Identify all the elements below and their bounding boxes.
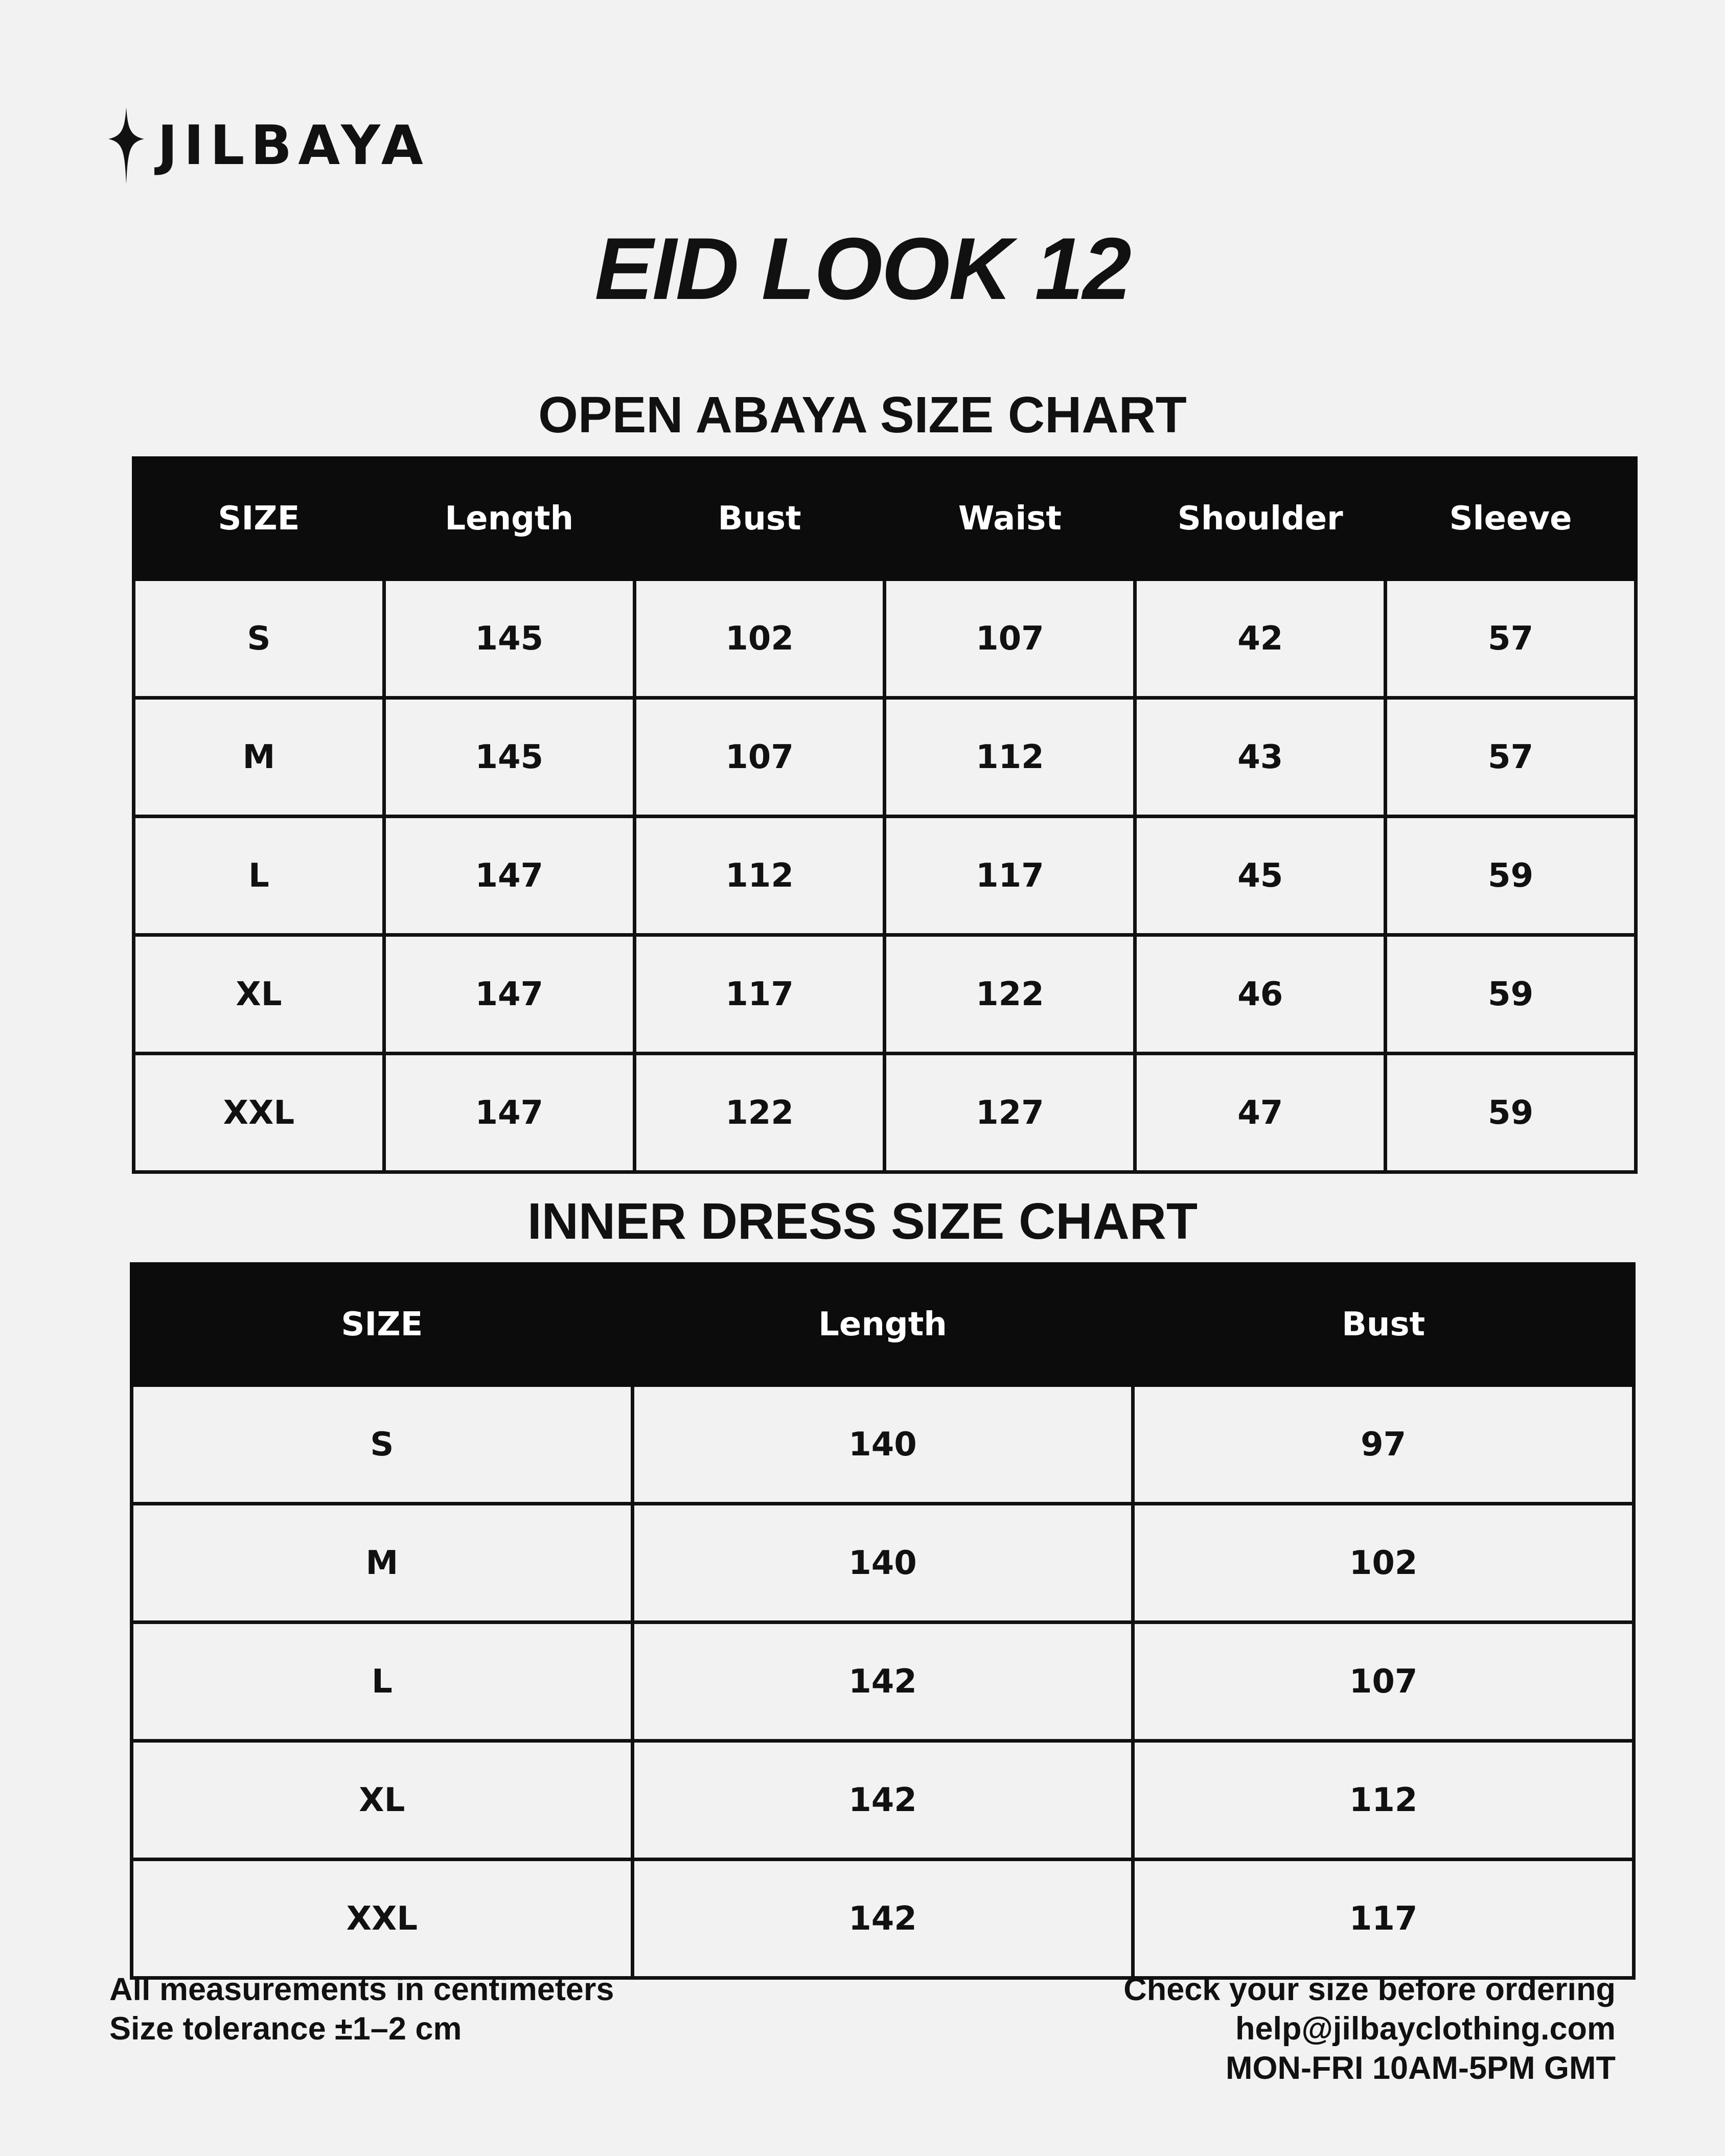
table-row — [134, 817, 1636, 935]
table-cell: 107 — [1133, 1622, 1634, 1741]
table-cell: 140 — [632, 1385, 1133, 1504]
table-row — [132, 1385, 1634, 1504]
table-cell: 117 — [885, 817, 1135, 935]
table-cell: 117 — [1133, 1860, 1634, 1978]
abaya-size-table — [132, 456, 1638, 1174]
table-cell: XL — [134, 935, 384, 1054]
table-cell: 145 — [384, 698, 634, 817]
abaya-chart-title: OPEN ABAYA SIZE CHART — [538, 386, 1187, 444]
table-cell: 102 — [634, 579, 885, 698]
abaya-header-waist: Waist — [885, 458, 1135, 579]
table-row — [134, 698, 1636, 817]
table-cell: 59 — [1386, 1054, 1636, 1172]
table-row — [132, 1504, 1634, 1622]
table-cell: 97 — [1133, 1385, 1634, 1504]
table-cell: L — [132, 1622, 633, 1741]
dress-size-table — [130, 1262, 1636, 1980]
table-cell: S — [132, 1385, 633, 1504]
brand-name: JILBAYA — [157, 114, 429, 177]
page-title: EID LOOK 12 — [594, 220, 1131, 318]
table-cell: 140 — [632, 1504, 1133, 1622]
dress-header-length: Length — [632, 1264, 1133, 1385]
dress-header-bust: Bust — [1133, 1264, 1634, 1385]
table-cell: XL — [132, 1741, 633, 1860]
support-email: help@jilbayclothing.com — [1235, 2011, 1616, 2047]
measurement-notes — [109, 1970, 614, 2049]
support-hours: MON-FRI 10AM-5PM GMT — [1226, 2050, 1616, 2086]
abaya-header-bust: Bust — [634, 458, 885, 579]
table-row — [134, 935, 1636, 1054]
table-cell: 147 — [384, 935, 634, 1054]
table-cell: 43 — [1135, 698, 1386, 817]
table-cell: 102 — [1133, 1504, 1634, 1622]
table-cell: 107 — [634, 698, 885, 817]
tolerance-note: Size tolerance ±1–2 cm — [109, 2011, 462, 2047]
table-cell: 147 — [384, 817, 634, 935]
table-cell: 122 — [634, 1054, 885, 1172]
abaya-header-shoulder: Shoulder — [1135, 458, 1386, 579]
table-row — [132, 1622, 1634, 1741]
table-cell: 42 — [1135, 579, 1386, 698]
abaya-header-size: SIZE — [134, 458, 384, 579]
check-size-note: Check your size before ordering — [1123, 1972, 1616, 2007]
table-cell: 117 — [634, 935, 885, 1054]
table-row — [134, 1054, 1636, 1172]
table-cell: 147 — [384, 1054, 634, 1172]
contact-notes — [1123, 1970, 1616, 2088]
sparkle-star-icon — [108, 107, 144, 184]
table-cell: 47 — [1135, 1054, 1386, 1172]
table-cell: 107 — [885, 579, 1135, 698]
abaya-header-sleeve: Sleeve — [1386, 458, 1636, 579]
table-cell: S — [134, 579, 384, 698]
table-cell: 59 — [1386, 935, 1636, 1054]
dress-header-size: SIZE — [132, 1264, 633, 1385]
table-cell: M — [132, 1504, 633, 1622]
table-row — [132, 1860, 1634, 1978]
table-row — [134, 579, 1636, 698]
table-cell: 46 — [1135, 935, 1386, 1054]
table-cell: XXL — [134, 1054, 384, 1172]
table-cell: 112 — [885, 698, 1135, 817]
table-cell: 122 — [885, 935, 1135, 1054]
abaya-header-row — [134, 458, 1636, 579]
units-note: All measurements in centimeters — [109, 1972, 614, 2007]
table-cell: 145 — [384, 579, 634, 698]
brand-logo — [108, 107, 429, 184]
table-cell: XXL — [132, 1860, 633, 1978]
table-cell: 112 — [1133, 1741, 1634, 1860]
table-cell: 127 — [885, 1054, 1135, 1172]
table-cell: L — [134, 817, 384, 935]
abaya-header-length: Length — [384, 458, 634, 579]
table-cell: 57 — [1386, 579, 1636, 698]
dress-header-row — [132, 1264, 1634, 1385]
table-row — [132, 1741, 1634, 1860]
table-cell: 112 — [634, 817, 885, 935]
table-cell: M — [134, 698, 384, 817]
table-cell: 45 — [1135, 817, 1386, 935]
table-cell: 142 — [632, 1741, 1133, 1860]
table-cell: 142 — [632, 1622, 1133, 1741]
table-cell: 142 — [632, 1860, 1133, 1978]
table-cell: 59 — [1386, 817, 1636, 935]
table-cell: 57 — [1386, 698, 1636, 817]
dress-chart-title: INNER DRESS SIZE CHART — [527, 1193, 1198, 1250]
